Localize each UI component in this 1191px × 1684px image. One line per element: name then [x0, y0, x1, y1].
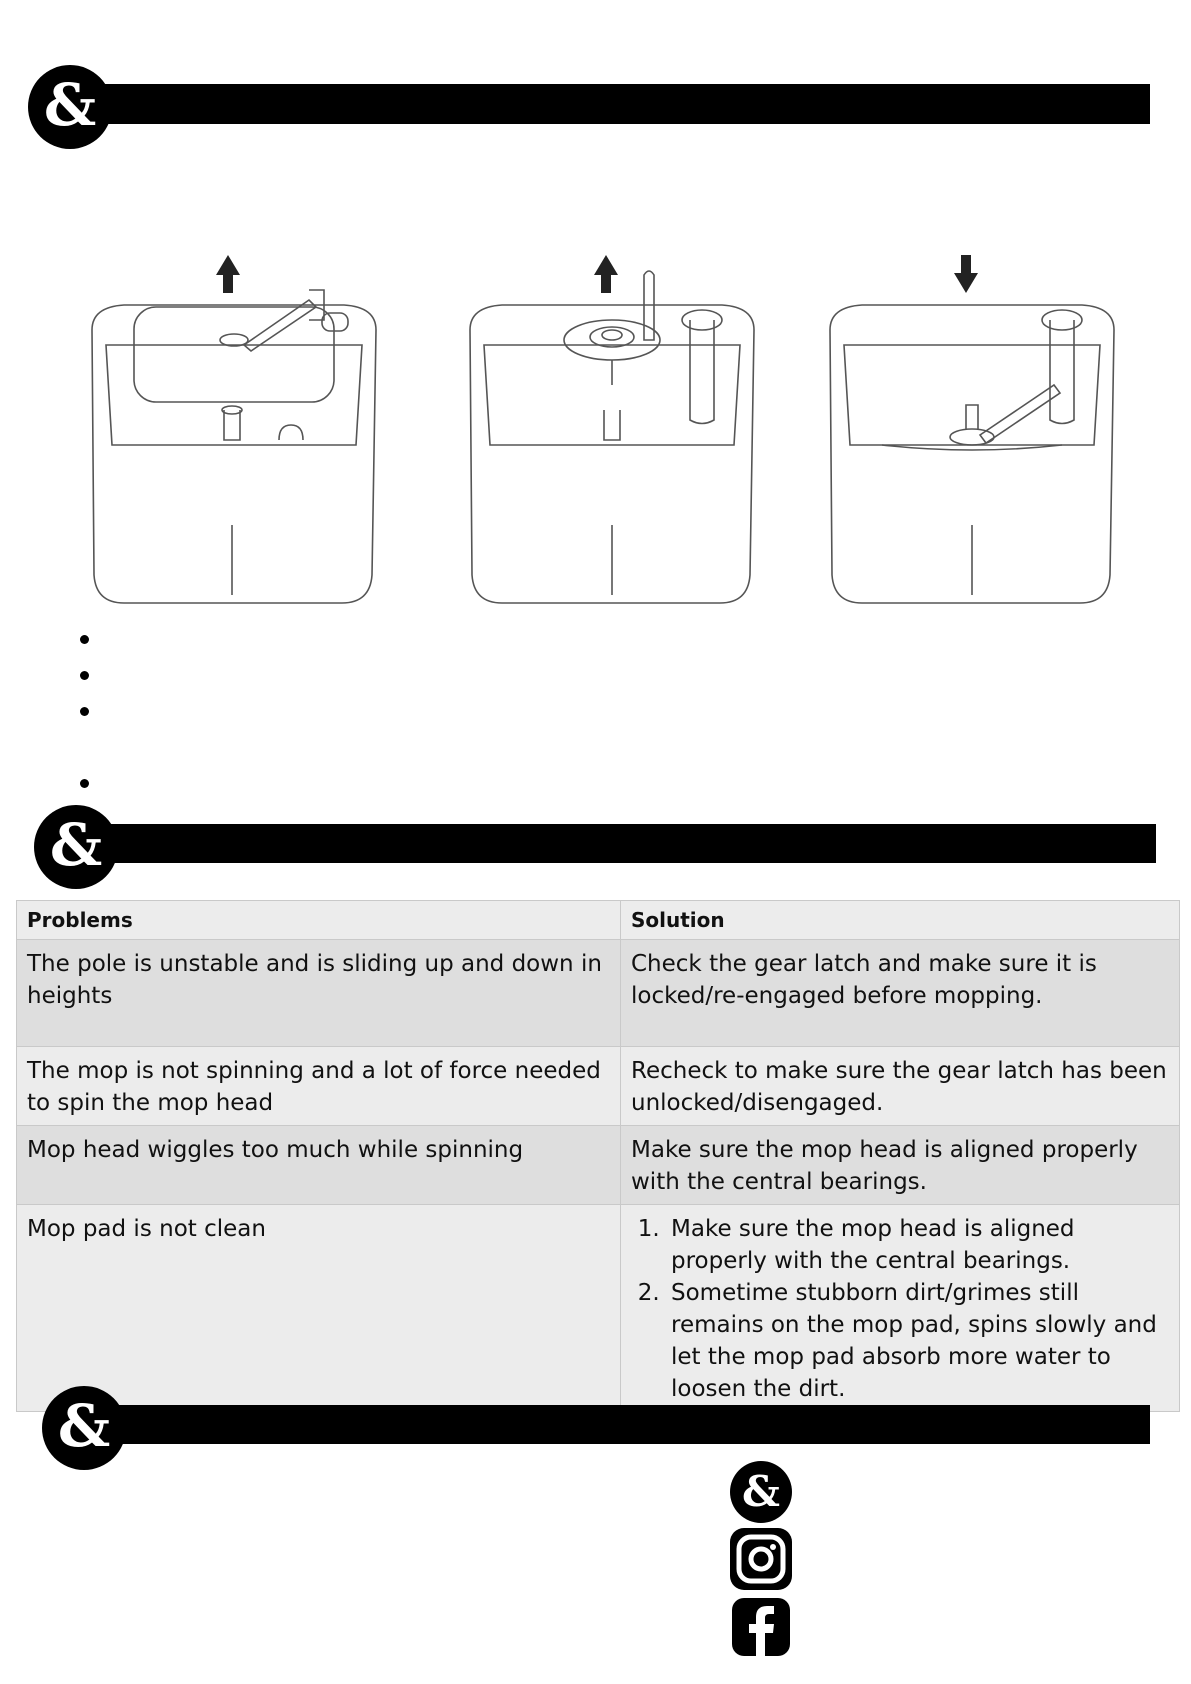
solution-steps-list	[631, 1213, 1169, 1405]
svg-text:&: &	[49, 811, 103, 879]
svg-text:&: &	[742, 1467, 780, 1516]
illustration-step-2	[462, 245, 762, 605]
table-row	[17, 1047, 1180, 1126]
arrow-down-icon	[954, 255, 978, 293]
solution-cell: Recheck to make sure the gear latch has been unlocked/disengaged.	[621, 1047, 1180, 1126]
column-header-problems: Problems	[17, 901, 621, 940]
solution-cell: Make sure the mop head is aligned properly with the central bearings.	[621, 1126, 1180, 1205]
illustration-step-1	[84, 245, 384, 605]
problem-cell: Mop head wiggles too much while spinning	[17, 1126, 621, 1205]
svg-text:&: &	[43, 71, 97, 139]
bullet-dot	[80, 671, 89, 680]
table-row	[17, 940, 1180, 1047]
bullet-dot	[80, 707, 89, 716]
section-header-bar-2	[105, 824, 1156, 863]
solution-cell	[621, 1205, 1180, 1412]
ampersand-logo-icon	[34, 805, 118, 889]
illustration-step-3	[822, 245, 1122, 605]
instagram-icon[interactable]	[730, 1528, 792, 1590]
section-header-bar-3	[110, 1405, 1150, 1444]
problem-cell: The mop is not spinning and a lot of force needed to spin the mop head	[17, 1047, 621, 1126]
troubleshooting-table	[16, 900, 1180, 1412]
ampersand-logo-icon	[42, 1386, 126, 1470]
column-header-solution: Solution	[621, 901, 1180, 940]
ampersand-logo-icon[interactable]	[730, 1461, 792, 1523]
table-row	[17, 1126, 1180, 1205]
solution-cell: Check the gear latch and make sure it is locked/re-engaged before mopping.	[621, 940, 1180, 1047]
problem-cell: Mop pad is not clean	[17, 1205, 621, 1412]
ampersand-logo-icon	[28, 65, 112, 149]
svg-text:&: &	[57, 1392, 111, 1460]
arrow-up-icon	[594, 255, 618, 293]
table-header-row	[17, 901, 1180, 940]
section-header-bar-1	[100, 84, 1150, 124]
solution-step: 1. Make sure the mop head is aligned properly with the central bearings.	[667, 1213, 1169, 1277]
problem-cell: The pole is unstable and is sliding up and down in heights	[17, 940, 621, 1047]
table-row	[17, 1205, 1180, 1412]
facebook-icon[interactable]	[732, 1598, 790, 1656]
bullet-dot	[80, 635, 89, 644]
arrow-up-icon	[216, 255, 240, 293]
bullet-dot	[80, 779, 89, 788]
solution-step: 2. Sometime stubborn dirt/grimes still remains on the mop pad, spins slowly and let the mop pad absorb more water to loosen the dirt.	[667, 1277, 1169, 1405]
